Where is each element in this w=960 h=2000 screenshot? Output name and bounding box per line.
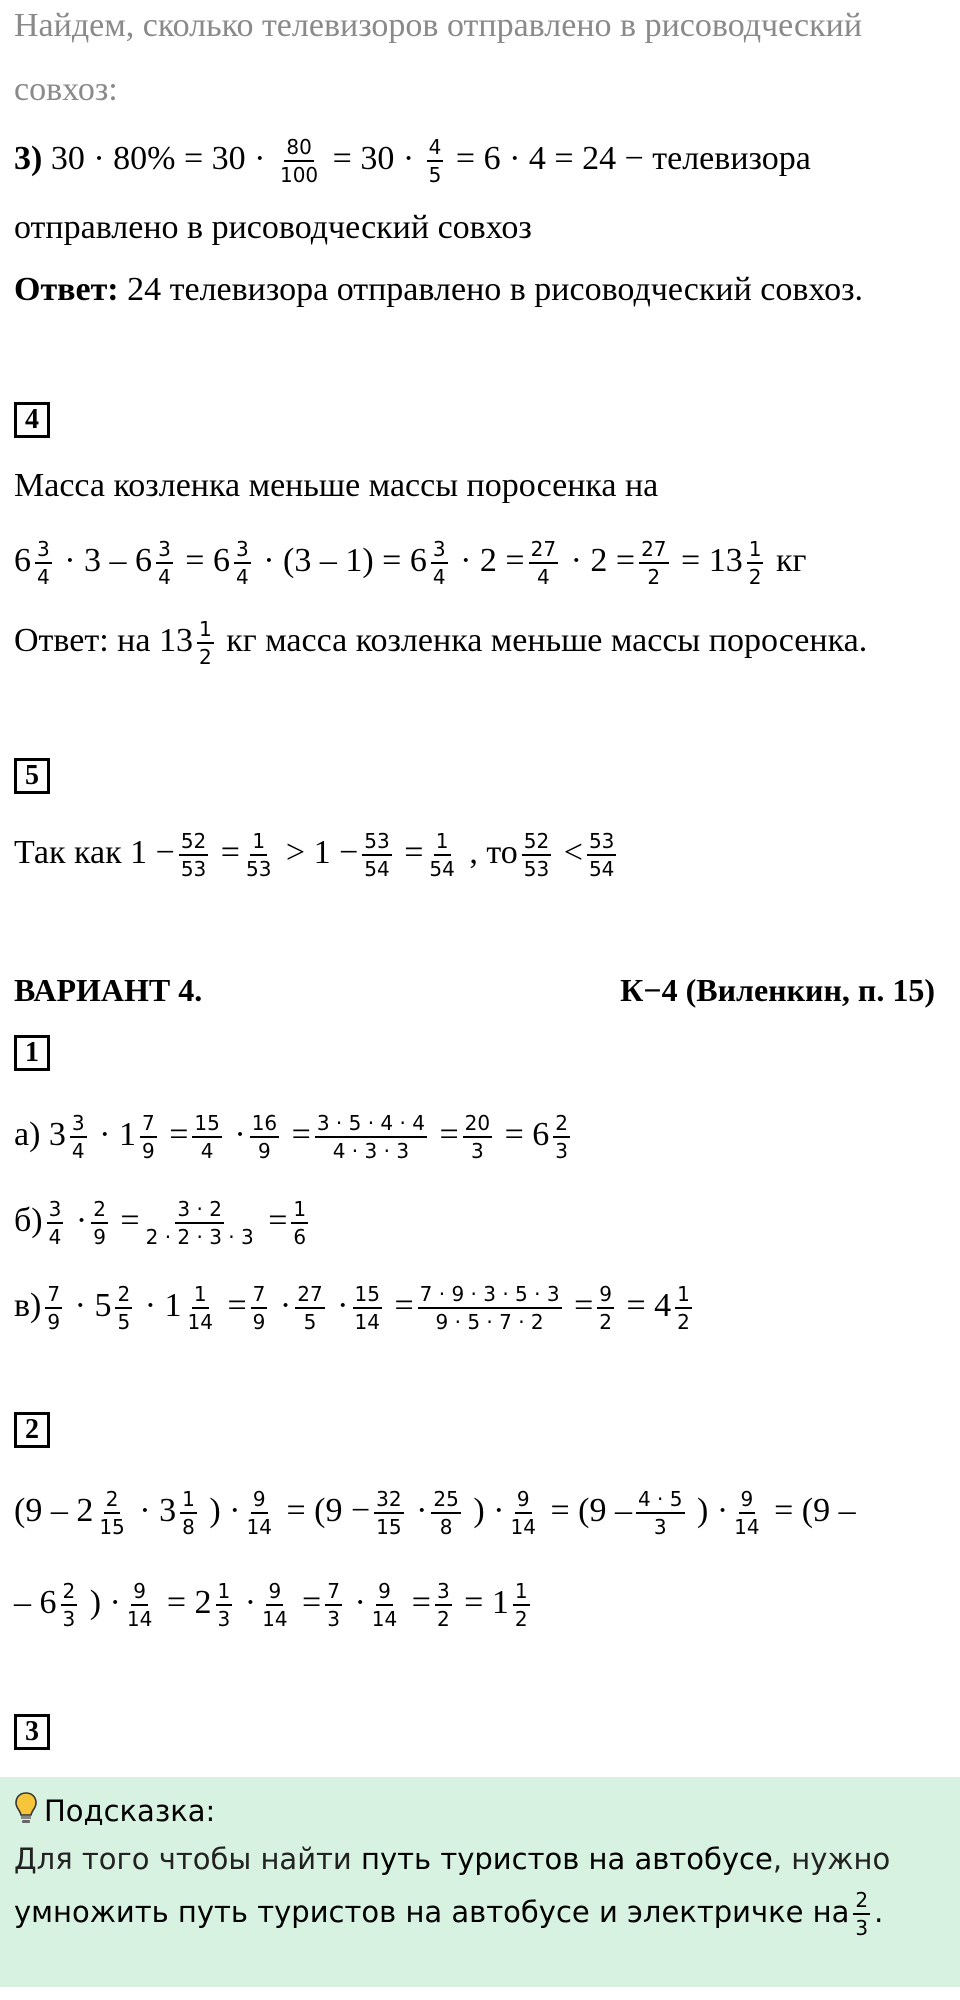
task-number-box: 1 [14, 1035, 50, 1071]
fraction: $\frac{27}{2}$ [641, 537, 667, 589]
task4-calc: 6 $\frac{3}{4}$ · 3 – 6 $\frac{3}{4}$ = 6 $\frac{3}{4}$ · (3 – 1) = 6 $\frac{3}{4}$ · 2 = $\frac{27}{4}$ · 2 = $\frac{27}{2}$ = 13 $\frac{1}{2}$ кг [14, 537, 807, 589]
v-task2-line1: (9 – 2 $\frac{2}{15}$ · 3 $\frac{1}{8}$ ) · $\frac{9}{14}$ = (9 − $\frac{32}{15}$ · $\frac{25}{8}$ ) · $\frac{9}{14}$ = (9 – $\frac{4 \cdot 5}{3}$ ) · $\frac{9}{14}$ = (9 – [14, 1487, 856, 1539]
task-number-box: 3 [14, 1714, 50, 1750]
task-number-box: 2 [14, 1412, 50, 1448]
task4-answer: Ответ: на 13 $\frac{1}{2}$ кг масса козленка меньше массы поросенка. [14, 617, 868, 669]
fraction: $\frac{9}{14}$ [262, 1579, 288, 1631]
fraction: $\frac{3}{4}$ [48, 1197, 62, 1249]
fraction: $\frac{1}{2}$ [514, 1579, 528, 1631]
fraction: $\frac{2}{5}$ [117, 1282, 131, 1334]
fraction: $\frac{3}{4}$ [71, 1111, 85, 1163]
v-task1-c: в) $\frac{7}{9}$ · 5 $\frac{2}{5}$ · 1 $\frac{1}{14}$ = $\frac{7}{9}$ · $\frac{27}{5}$ · $\frac{15}{14}$ = $\frac{7 \cdot 9 \cdot 3 \cdot 5 \cdot 3}{9 \cdot 5 \cdot 7 \cdot 2}$ = $\frac{9}{2}$ = 4 $\frac{1}{2}$ [14, 1282, 690, 1334]
v-task1-b: б) $\frac{3}{4}$ · $\frac{2}{9}$ = $\frac{3 \cdot 2}{2 \cdot 2 \cdot 3 \cdot 3}$ = $\frac{1}{6}$ [14, 1197, 307, 1249]
task4-statement: Масса козленка меньше массы поросенка на [14, 467, 659, 504]
task5-calc: Так как 1 − $\frac{52}{53}$ = $\frac{1}{53}$ > 1 − $\frac{53}{54}$ = $\frac{1}{54}$ , то $\frac{52}{53}$ < $\frac{53}{54}$ [14, 829, 615, 881]
fraction: $\frac{1}{53}$ [245, 829, 272, 881]
v-task1-a: а) 3 $\frac{3}{4}$ · 1 $\frac{7}{9}$ = $\frac{15}{4}$ · $\frac{16}{9}$ = $\frac{3 \cdot 5 \cdot 4 \cdot 4}{4 \cdot 3 \cdot 3}$ = $\frac{20}{3}$ = 6 $\frac{2}{3}$ [14, 1111, 569, 1163]
lightbulb-icon [14, 1791, 38, 1835]
hint-title-row [14, 1791, 215, 1835]
fraction: $\frac{1}{6}$ [293, 1197, 307, 1249]
fraction: $\frac{2}{3}$ [62, 1579, 76, 1631]
task-number-box: 4 [14, 402, 50, 438]
fraction: $\frac{1}{14}$ [187, 1282, 213, 1334]
fraction: $\frac{9}{2}$ [599, 1282, 612, 1334]
step-3-calc: 3) 30 · 80% = 30 · $\frac{80}{100}$ = 30 · $\frac{4}{5}$ = 6 · 4 = 24 − телевизора [14, 135, 811, 187]
fraction: $\frac{3 \cdot 5 \cdot 4 \cdot 4}{4 \cdot 3 \cdot 3}$ [316, 1111, 425, 1163]
fraction: $\frac{3}{4}$ [432, 537, 446, 589]
intro-line-2: совхоз: [14, 71, 118, 108]
fraction: $\frac{7}{3}$ [327, 1579, 340, 1631]
fraction: $\frac{2}{3}$ [555, 1111, 569, 1163]
fraction: $\frac{15}{14}$ [354, 1282, 380, 1334]
hint-line-1: Для того чтобы найти путь туристов на автобусе, нужно [14, 1842, 891, 1876]
fraction: $\frac{27}{4}$ [530, 537, 557, 589]
fraction: $\frac{52}{53}$ [523, 829, 550, 881]
fraction: $\frac{3}{4}$ [235, 537, 249, 589]
fraction: $\frac{9}{14}$ [246, 1487, 272, 1539]
fraction: $\frac{3 \cdot 2}{2 \cdot 2 \cdot 3 \cdot 3}$ [145, 1197, 254, 1249]
fraction: $\frac{3}{2}$ [436, 1579, 450, 1631]
fraction: $\frac{15}{4}$ [194, 1111, 220, 1163]
fraction: $\frac{7}{9}$ [141, 1111, 155, 1163]
fraction: $\frac{1}{2}$ [748, 537, 762, 589]
fraction: $\frac{1}{2}$ [677, 1282, 690, 1334]
fraction: $\frac{7}{9}$ [252, 1282, 266, 1334]
fraction: $\frac{7 \cdot 9 \cdot 3 \cdot 5 \cdot 3}{9 \cdot 5 \cdot 7 \cdot 2}$ [419, 1282, 560, 1334]
fraction: $\frac{3}{4}$ [158, 537, 171, 589]
step-3-continuation: отправлено в рисоводческий совхоз [14, 209, 532, 246]
task-number-box: 5 [14, 758, 50, 794]
fraction: $\frac{20}{3}$ [464, 1111, 491, 1163]
fraction: $\frac{53}{54}$ [588, 829, 615, 881]
fraction: $\frac{2}{3}$ [855, 1888, 869, 1940]
fraction: $\frac{52}{53}$ [180, 829, 207, 881]
fraction: $\frac{9}{14}$ [126, 1579, 153, 1631]
fraction: $\frac{7}{9}$ [47, 1282, 61, 1334]
fraction: $\frac{4 \cdot 5}{3}$ [637, 1487, 683, 1539]
hint-line-2: умножить путь туристов на автобусе и электричке на $\frac{2}{3}$ . [14, 1888, 884, 1940]
fraction: $\frac{32}{15}$ [376, 1487, 402, 1539]
hint-box[interactable] [0, 1777, 960, 1987]
fraction: $\frac{27}{5}$ [297, 1282, 323, 1334]
fraction: $\frac{9}{14}$ [734, 1487, 760, 1539]
v-task2-line2: – 6 $\frac{2}{3}$ ) · $\frac{9}{14}$ = 2 $\frac{1}{3}$ · $\frac{9}{14}$ = $\frac{7}{3}$ · $\frac{9}{14}$ = $\frac{3}{2}$ = 1 $\frac{1}{2}$ [14, 1579, 528, 1631]
fraction: $\frac{53}{54}$ [364, 829, 390, 881]
fraction: $\frac{25}{8}$ [433, 1487, 459, 1539]
step-label: 3) [14, 139, 43, 177]
fraction: $\frac{1}{3}$ [217, 1579, 231, 1631]
fraction: $\frac{9}{14}$ [510, 1487, 536, 1539]
fraction: $\frac{80}{100}$ [279, 135, 319, 187]
fraction: $\frac{1}{54}$ [429, 829, 455, 881]
answer-line: Ответ: 24 телевизора отправлено в рисоводческий совхоз. [14, 271, 864, 308]
fraction: $\frac{9}{14}$ [371, 1579, 398, 1631]
hint-title: Подсказка: [44, 1794, 216, 1828]
variant-title: ВАРИАНТ 4. [14, 972, 203, 1008]
fraction: $\frac{4}{5}$ [428, 135, 442, 187]
fraction: $\frac{2}{9}$ [93, 1197, 106, 1249]
intro-line-1: Найдем, сколько телевизоров отправлено в рисоводческий [14, 7, 863, 44]
fraction: $\frac{1}{2}$ [198, 617, 212, 669]
fraction: $\frac{1}{8}$ [182, 1487, 195, 1539]
fraction: $\frac{2}{15}$ [99, 1487, 125, 1539]
variant-reference: К−4 (Виленкин, п. 15) [620, 972, 935, 1008]
hint-highlight: путь туристов на автобусе [361, 1842, 773, 1876]
fraction: $\frac{3}{4}$ [37, 537, 50, 589]
answer-label: Ответ: [14, 271, 119, 308]
fraction: $\frac{16}{9}$ [251, 1111, 278, 1163]
